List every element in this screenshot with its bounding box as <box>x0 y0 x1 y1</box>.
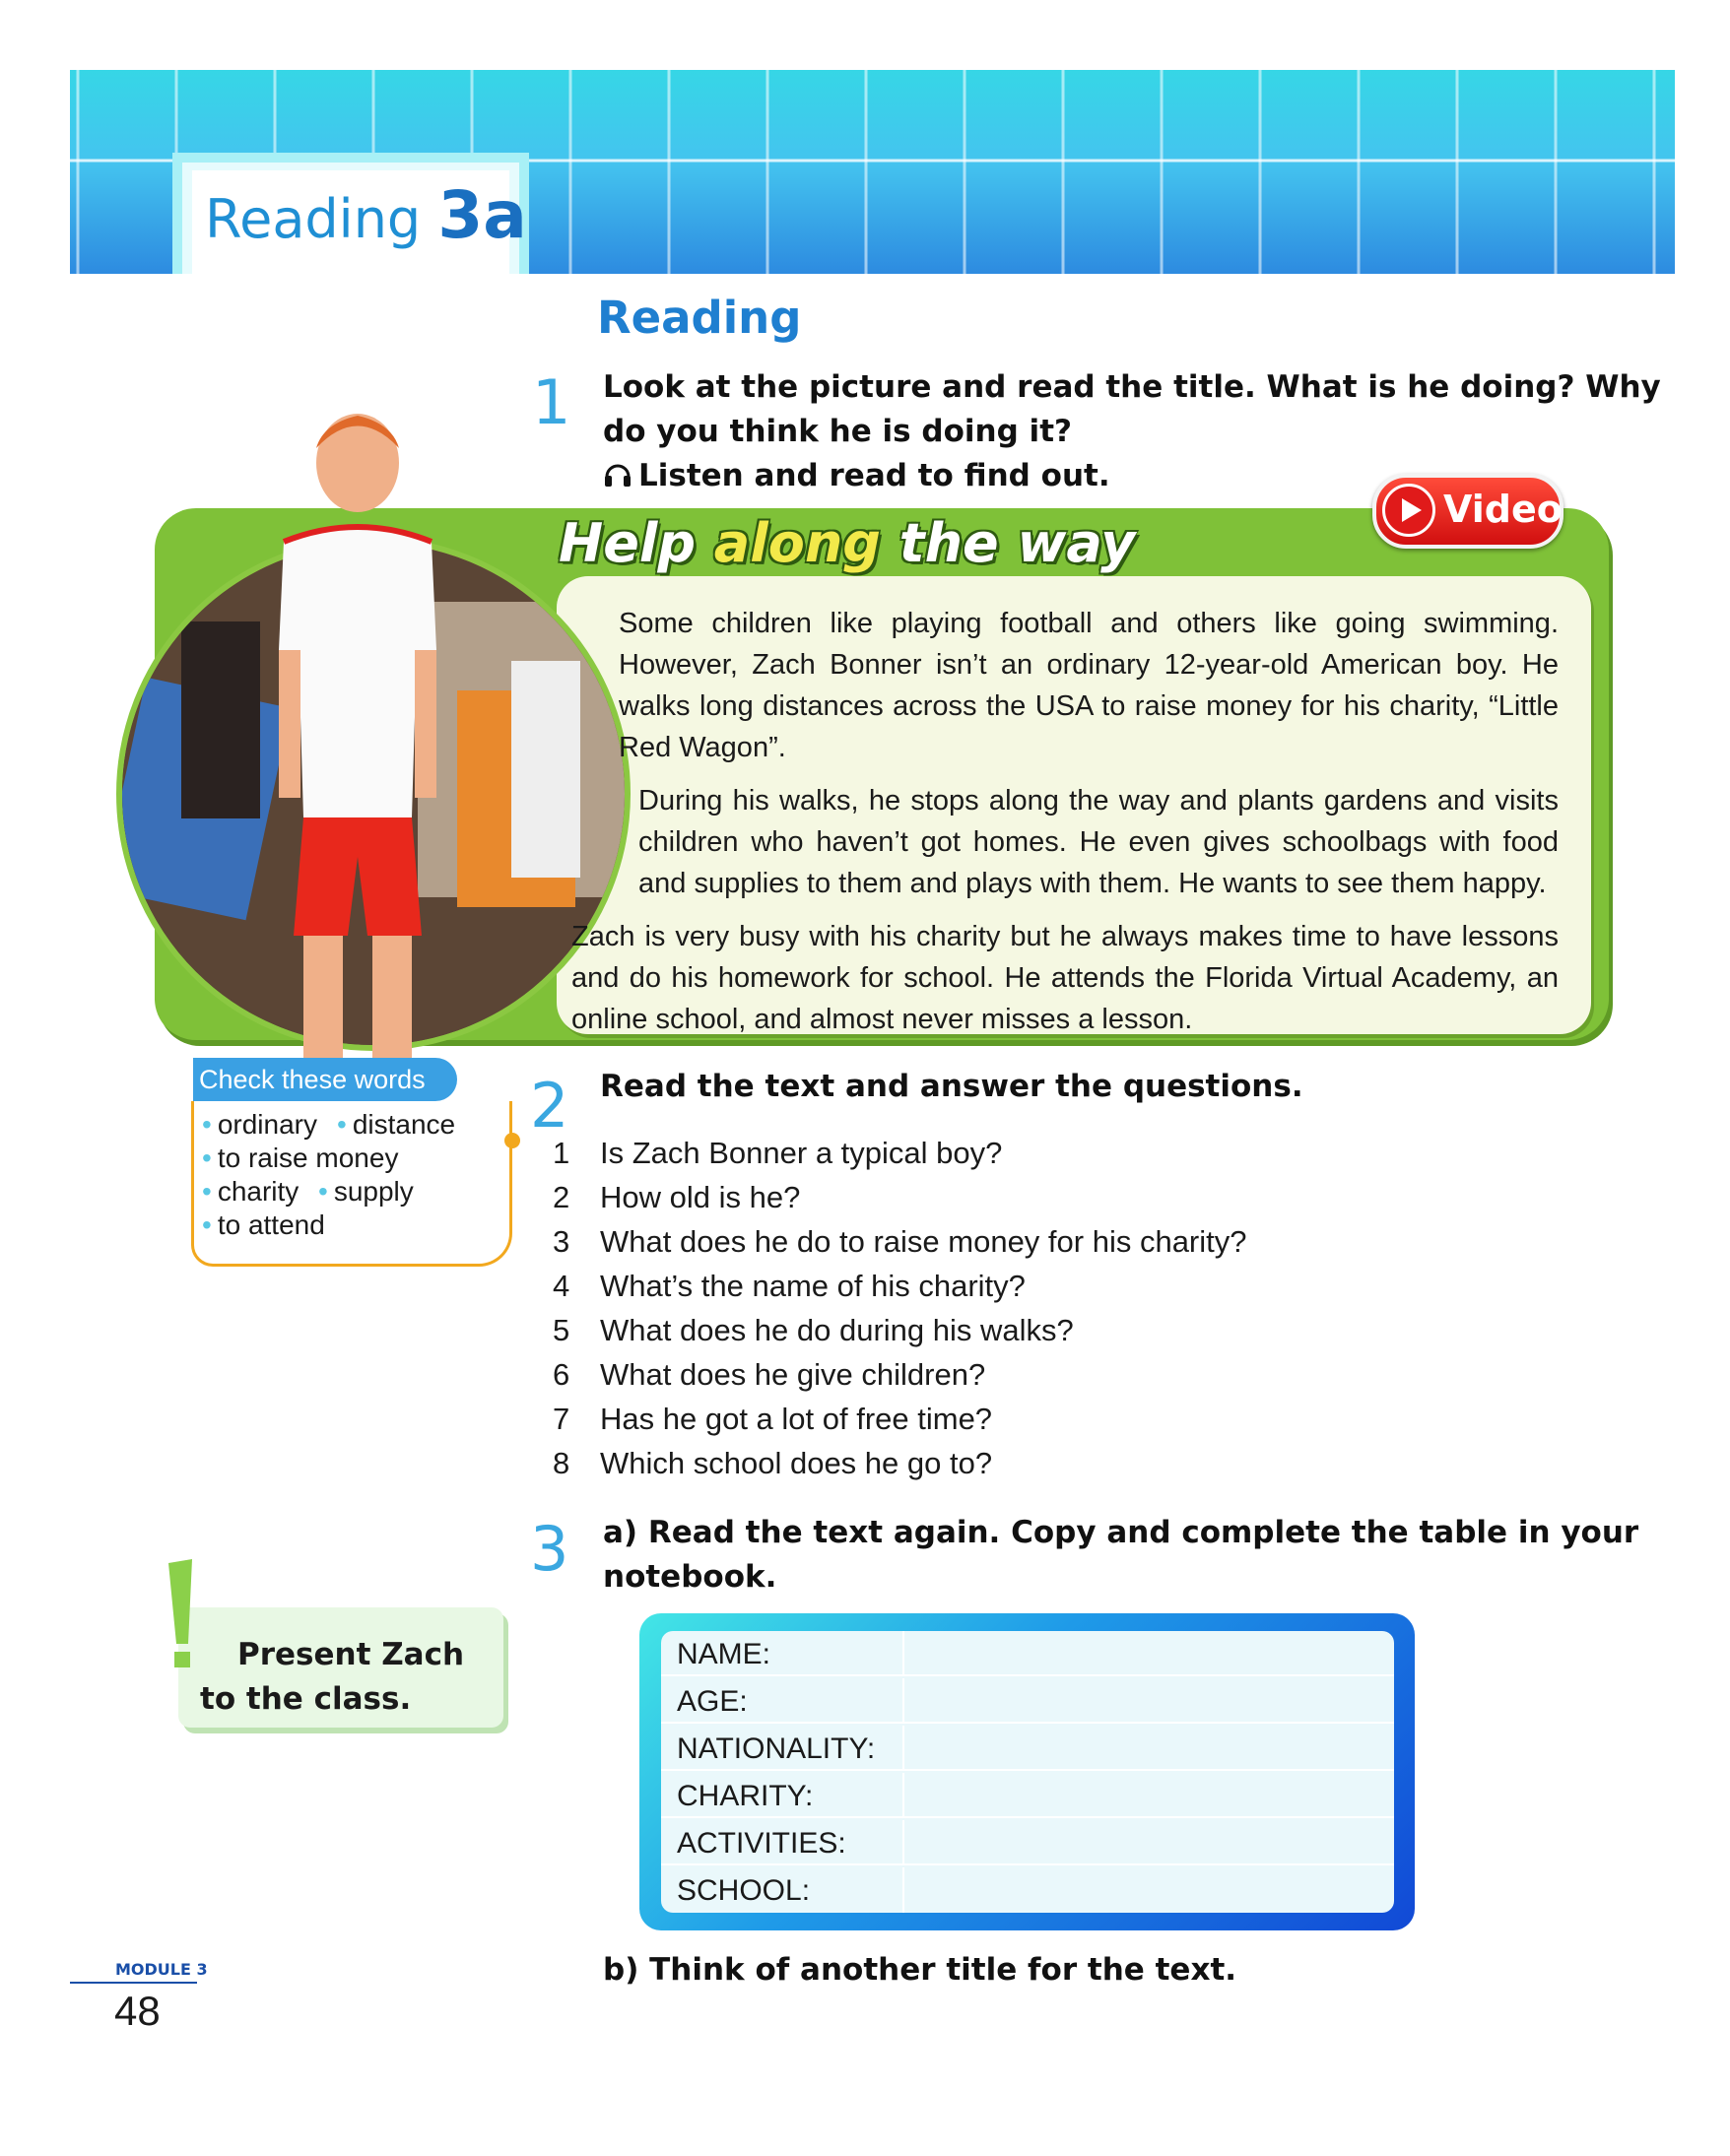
boy-figure <box>274 404 441 1093</box>
question-item: 4 What’s the name of his charity? <box>553 1269 1026 1303</box>
info-table <box>661 1631 1394 1913</box>
table-row: SCHOOL: <box>661 1867 1394 1913</box>
question-item: 5 What does he do during his walks? <box>553 1313 1074 1347</box>
story-paragraph: Some children like playing football and others like going swimming. However, Zach Bonner isn’t an ordinary 12-year-old American boy. He walks long distances across the USA to raise money for his charity, “Little Red Wagon”. <box>619 608 1559 763</box>
page-number: 48 <box>114 1988 161 2034</box>
table-row: NAME: <box>661 1631 1394 1676</box>
question-item: 8 Which school does he go to? <box>553 1446 993 1480</box>
check-word: • charity <box>202 1176 299 1208</box>
present-task-text <box>200 1633 464 1722</box>
exclamation-icon <box>163 1559 202 1677</box>
question-list <box>553 1131 1247 1485</box>
exercise-2-number: 2 <box>530 1070 569 1142</box>
section-heading: Reading <box>597 292 802 344</box>
page-title <box>205 177 527 253</box>
present-line1: Present Zach <box>237 1637 465 1672</box>
exercise-1-line2: do you think he is doing it? <box>603 414 1072 449</box>
question-item: 2 How old is he? <box>553 1180 801 1214</box>
page-title-code: 3a <box>437 177 527 253</box>
exercise-1-line3: Listen and read to find out. <box>638 458 1110 493</box>
exercise-3b-instruction: b) Think of another title for the text. <box>603 1952 1237 1988</box>
story-paragraph: Zach is very busy with his charity but he always makes time to have lessons and do his homework for school. He attends the Florida Virtual Academy, an online school, and almost never misses a lesson. <box>571 921 1559 1035</box>
exercise-1-number: 1 <box>532 366 571 438</box>
video-button-label: Video <box>1443 488 1563 531</box>
story-paragraph: During his walks, he stops along the way and plants gardens and visits children who haven’t got homes. He even gives schoolbags with food and supplies to them and plays with them. He wants to see them happy. <box>638 785 1559 899</box>
check-word: • distance <box>337 1109 455 1141</box>
question-item: 6 What does he give children? <box>553 1357 986 1392</box>
table-row: ACTIVITIES: <box>661 1820 1394 1865</box>
play-icon <box>1382 484 1435 537</box>
check-word: • supply <box>318 1176 414 1208</box>
question-item: 1 Is Zach Bonner a typical boy? <box>553 1136 1003 1170</box>
story-title-part2: along <box>713 512 881 574</box>
story-body <box>571 603 1559 1052</box>
table-row: AGE: <box>661 1678 1394 1724</box>
video-button[interactable] <box>1372 474 1564 549</box>
exercise-3-number: 3 <box>530 1513 569 1585</box>
check-word: • to attend <box>202 1209 325 1241</box>
page-title-prefix: Reading <box>205 188 422 250</box>
exercise-2-instruction: Read the text and answer the questions. <box>600 1069 1303 1104</box>
module-label: MODULE 3 <box>115 1960 208 1979</box>
question-item: 3 What does he do to raise money for his charity? <box>553 1224 1247 1259</box>
headphones-icon <box>603 459 632 490</box>
check-words-dot <box>504 1133 520 1148</box>
story-title <box>559 512 1135 574</box>
table-row: NATIONALITY: <box>661 1726 1394 1771</box>
module-divider <box>70 1982 197 1984</box>
story-title-part1: Help <box>559 512 696 574</box>
table-row: CHARITY: <box>661 1773 1394 1818</box>
exercise-3a-line2: notebook. <box>603 1559 777 1595</box>
present-line2: to the class. <box>200 1681 412 1717</box>
check-word: • to raise money <box>202 1143 398 1174</box>
story-title-part3: the way <box>898 512 1136 574</box>
check-word: • ordinary <box>202 1109 317 1141</box>
question-item: 7 Has he got a lot of free time? <box>553 1402 993 1436</box>
exercise-3a-line1: a) Read the text again. Copy and complete the table in your <box>603 1515 1639 1550</box>
exercise-3-instruction <box>603 1511 1638 1600</box>
check-words-heading: Check these words <box>193 1058 457 1101</box>
exercise-1-line1: Look at the picture and read the title. What is he doing? Why <box>603 369 1661 405</box>
